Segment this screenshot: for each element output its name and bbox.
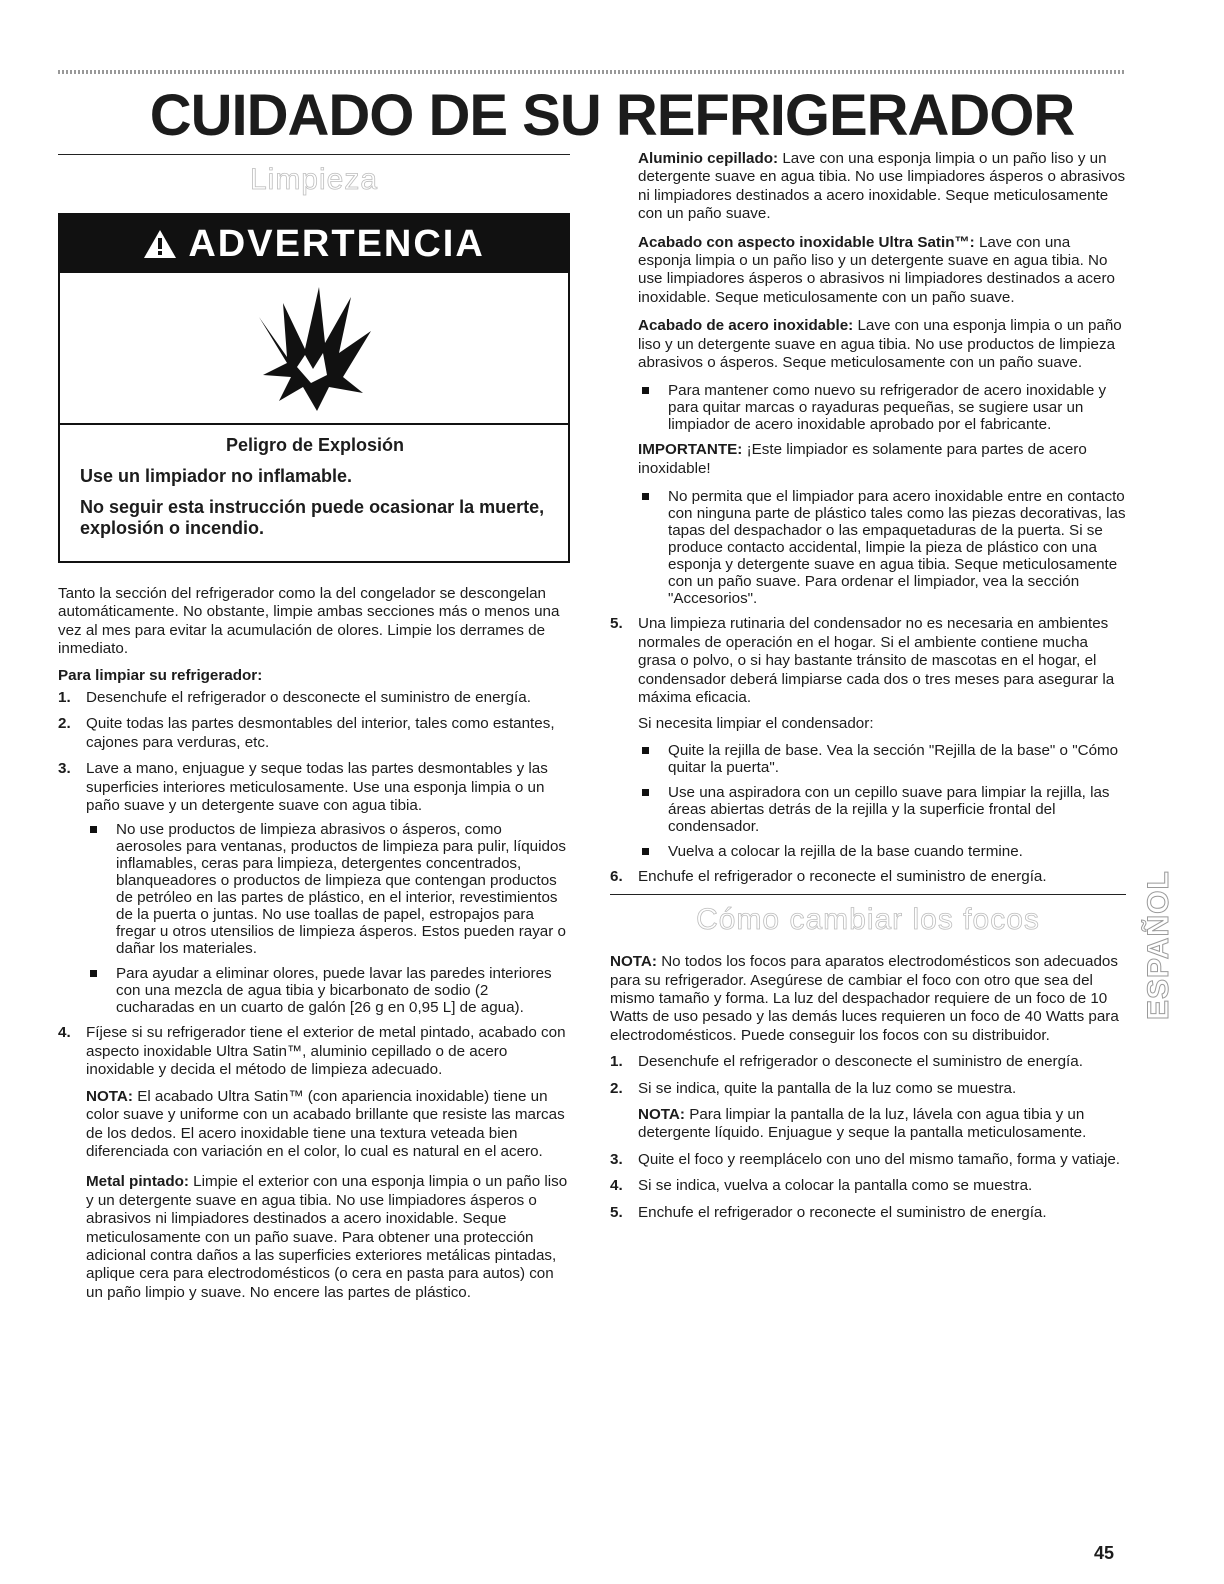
- bullet-text: No permita que el limpiador para acero inoxidable entre en contacto con ninguna parte de plástico tales como las piezas decorativas, las tapas del despachador o las empaquetaduras de la puerta. Si se produce contacto accidental, limpie la pieza de plástico con una esponja y detergente suave en agua tibia. Seque meticulosamente con un paño suave. Para ordenar el limpiador, vea la sección "Accesorios".: [668, 488, 1126, 608]
- list-item: [58, 760, 570, 1016]
- bullet-item: [638, 382, 1126, 433]
- cleaning-steps-continued: [610, 615, 1126, 886]
- important-paragraph: [638, 441, 1126, 478]
- intro-paragraph: Tanto la sección del refrigerador como la del congelador se descongelan automáticamente. No obstante, limpie ambas secciones más o menos una vez al mes para evitar la acumulación de olores. Limpie los derrames de inmediato.: [58, 585, 560, 658]
- bullet-item: [638, 742, 1126, 776]
- list-item: [610, 1053, 1126, 1071]
- stainless-steel-text: Lave con una esponja limpia o un paño liso y un detergente suave en agua tibia. No use productos de limpieza abrasivos o ásperos. Seque meticulosamente con un paño suave.: [638, 317, 1122, 372]
- important-label: IMPORTANTE:: [638, 441, 743, 459]
- step-number: 5.: [610, 615, 623, 633]
- step-text: Si se indica, vuelva a colocar la pantalla como se muestra.: [638, 1177, 1033, 1195]
- step-number: 1.: [58, 689, 71, 707]
- important-text: ¡Este limpiador es solamente para partes de acero inoxidable!: [638, 441, 1087, 477]
- bullet-square-icon: [642, 789, 649, 796]
- step-number: 5.: [610, 1203, 623, 1221]
- warning-banner: [60, 215, 568, 273]
- step-text: Lave a mano, enjuague y seque todas las partes desmontables y las superficies interiores meticulosamente. Use una esponja limpia o un paño suave y un detergente suave con agua tibia.: [86, 760, 548, 815]
- note-label: NOTA:: [86, 1087, 133, 1105]
- bulb-steps: [610, 1053, 1126, 1222]
- cleaning-steps: [58, 689, 570, 1302]
- bullet-text: Quite la rejilla de base. Vea la sección "Rejilla de la base" o "Cómo quitar la puerta".: [668, 741, 1119, 776]
- bullet-square-icon: [90, 826, 97, 833]
- stainless-steel-label: Acabado de acero inoxidable:: [638, 317, 854, 335]
- step-number: 3.: [610, 1150, 623, 1168]
- list-item: [610, 868, 1126, 886]
- list-item: [58, 1024, 570, 1302]
- list-item: [610, 1177, 1126, 1195]
- step-number: 4.: [58, 1024, 71, 1042]
- step-number: 4.: [610, 1177, 623, 1195]
- right-column: [610, 150, 1126, 1230]
- list-item: [58, 689, 570, 707]
- section-divider: [610, 894, 1126, 895]
- list-item: [58, 715, 570, 752]
- bullet-item: [638, 488, 1126, 607]
- warning-consequence: No seguir esta instrucción puede ocasionar la muerte, explosión o incendio.: [80, 497, 545, 538]
- step-number: 1.: [610, 1053, 623, 1071]
- bullet-square-icon: [642, 387, 649, 394]
- step-text: Enchufe el refrigerador o reconecte el suministro de energía.: [638, 867, 1047, 885]
- finish-methods: [610, 150, 1126, 607]
- step-note: [638, 1106, 1126, 1143]
- step-number: 6.: [610, 867, 623, 885]
- bullet-text: No use productos de limpieza abrasivos o ásperos, como aerosoles para ventanas, productos de limpieza para pulir, líquidos inflamables, ceras para limpieza, detergentes concentrados, blanqueadores o productos de limpieza que contengan productos de petróleo en las partes de plástico, en el interior, revestimientos de la puerta o juntas. No use toallas de papel, estropajos para fregar u otros utensilios de limpieza ásperos. Estos pueden rayar o dañar los materiales.: [116, 821, 566, 958]
- bulbs-note-paragraph: [610, 953, 1126, 1045]
- bullet-list: [86, 821, 570, 1016]
- warning-instruction: Use un limpiador no inflamable.: [80, 466, 353, 486]
- list-item: [610, 1080, 1126, 1143]
- page-number: 45: [1094, 1543, 1115, 1563]
- bullet-item: [86, 965, 570, 1016]
- note-text: No todos los focos para aparatos electrodomésticos son adecuados para su refrigerador. Asegúrese de cambiar el foco con otro que sea del mismo tamaño y forma. La luz del despachador requiere de un foco de 10 Watts de uso pesado y las demás luces requieren un foco de 40 Watts para electrodomésticos. Puede conseguir los focos con su distribuidor.: [610, 953, 1119, 1044]
- step-text: Quite el foco y reemplácelo con uno del mismo tamaño, forma y vatiaje.: [638, 1150, 1121, 1168]
- list-item: [610, 615, 1126, 859]
- bullet-item: [638, 843, 1126, 860]
- brushed-aluminum-label: Aluminio cepillado:: [638, 150, 779, 167]
- painted-metal-label: Metal pintado:: [86, 1173, 189, 1191]
- warning-banner-text: ADVERTENCIA: [188, 223, 485, 265]
- bullet-square-icon: [642, 747, 649, 754]
- step-number: 2.: [58, 715, 71, 733]
- list-item: [610, 1204, 1126, 1222]
- warning-box: [58, 213, 570, 563]
- bullet-text: Para ayudar a eliminar olores, puede lavar las paredes interiores con una mezcla de agua tibia y bicarbonato de sodio (2 cucharadas en un cuarto de galón [26 g en 0,95 L] de agua).: [116, 965, 552, 1017]
- bullet-text: Use una aspiradora con un cepillo suave para limpiar la rejilla, las áreas abiertas detrás de la rejilla y la superficie frontal del condensador.: [668, 783, 1110, 835]
- language-side-tab-text: ESPAÑOL: [1142, 870, 1175, 1020]
- warning-triangle-icon: [143, 223, 188, 265]
- step-text: Fíjese si su refrigerador tiene el exterior de metal pintado, acabado con aspecto inoxidable Ultra Satin™, aluminio cepillado o de acero inoxidable y decida el método de limpieza adecuado.: [86, 1024, 566, 1079]
- left-column: [58, 150, 570, 1310]
- page-title: CUIDADO DE SU REFRIGERADOR: [149, 83, 1075, 148]
- explosion-icon: [60, 273, 568, 425]
- bullet-list: [638, 742, 1126, 860]
- bullet-item: [86, 821, 570, 957]
- ultra-satin-paragraph: [638, 234, 1126, 308]
- step-text: Desenchufe el refrigerador o desconecte el suministro de energía.: [638, 1053, 1083, 1071]
- step-text: Enchufe el refrigerador o reconecte el suministro de energía.: [638, 1203, 1047, 1221]
- cleaning-subhead: Para limpiar su refrigerador:: [58, 666, 263, 684]
- bullet-square-icon: [642, 493, 649, 500]
- bullet-square-icon: [90, 970, 97, 977]
- top-decorative-rule: [58, 70, 1126, 74]
- warning-hazard: Peligro de Explosión: [225, 435, 405, 455]
- bullet-square-icon: [642, 848, 649, 855]
- step-text: Si se indica, quite la pantalla de la luz como se muestra.: [638, 1079, 1017, 1097]
- language-side-tab: [1142, 836, 1176, 1024]
- step-text: Quite todas las partes desmontables del interior, tales como estantes, cajones para verduras, etc.: [86, 715, 555, 751]
- section-divider: [58, 154, 570, 155]
- step-subtext: Si necesita limpiar el condensador:: [638, 715, 874, 733]
- section-heading-cleaning: Limpieza: [249, 163, 379, 196]
- brushed-aluminum-paragraph: [638, 150, 1126, 224]
- bullet-list: [638, 488, 1126, 607]
- step-text: Una limpieza rutinaria del condensador no es necesaria en ambientes normales de operación en el hogar. Si el ambiente contiene mucha grasa o polvo, o si hay bastante tránsito de mascotas en el hogar, el condensador deberá limpiarse cada dos o tres meses para asegurar la máxima eficacia.: [638, 615, 1115, 706]
- bullet-item: [638, 784, 1126, 835]
- list-item: [610, 1151, 1126, 1169]
- note-label: NOTA:: [610, 953, 657, 971]
- ultra-satin-text: Lave con una esponja limpia o un paño liso y un detergente suave en agua tibia. No use limpiadores ásperos o abrasivos ni limpiadores destinados a acero inoxidable. Seque meticulosamente con un paño suave.: [638, 233, 1115, 306]
- step-text: Desenchufe el refrigerador o desconecte el suministro de energía.: [86, 689, 531, 707]
- painted-metal-paragraph: [86, 1173, 570, 1302]
- step-number: 2.: [610, 1079, 623, 1097]
- step-number: 3.: [58, 760, 71, 778]
- stainless-steel-paragraph: [638, 317, 1126, 372]
- note-text: Para limpiar la pantalla de la luz, lávela con agua tibia y un detergente líquido. Enjuague y seque la pantalla meticulosamente.: [638, 1105, 1087, 1142]
- warning-body: [60, 425, 568, 561]
- bullet-text: Vuelva a colocar la rejilla de la base cuando termine.: [668, 842, 1023, 860]
- note-label: NOTA:: [638, 1105, 685, 1123]
- bullet-text: Para mantener como nuevo su refrigerador de acero inoxidable y para quitar marcas o rayaduras pequeñas, se sugiere usar un limpiador de acero inoxidable aprobado por el fabricante.: [668, 382, 1107, 434]
- note-paragraph: [86, 1088, 570, 1162]
- section-heading-bulbs: Cómo cambiar los focos: [696, 903, 1040, 937]
- painted-metal-text: Limpie el exterior con una esponja limpia o un paño liso y un detergente suave en agua tibia. No use limpiadores ásperos o abrasivos ni limpiadores destinados a acero inoxidable. Seque meticulosamente con un paño suave. Para obtener una protección adicional contra daños a las superficies exteriores metálicas pintadas, aplique cera para electrodomésticos (o cera en pasta para autos) con un paño limpio y suave. No encere las partes de plástico.: [86, 1173, 568, 1301]
- note-text: El acabado Ultra Satin™ (con apariencia inoxidable) tiene un color suave y uniforme con un acabado brillante que resiste las marcas de los dedos. El acero inoxidable tiene una textura veteada bien diferenciada con variación en el color, lo cual es natural en el acero.: [86, 1087, 565, 1160]
- brushed-aluminum-text: Lave con una esponja limpia o un paño liso y un detergente suave en agua tibia. No use limpiadores ásperos o abrasivos ni limpiadores destinados a acero inoxidable. Seque meticulosamente con un paño suave.: [638, 150, 1126, 223]
- ultra-satin-label: Acabado con aspecto inoxidable Ultra Satin™:: [638, 233, 975, 251]
- bullet-list: [638, 382, 1126, 433]
